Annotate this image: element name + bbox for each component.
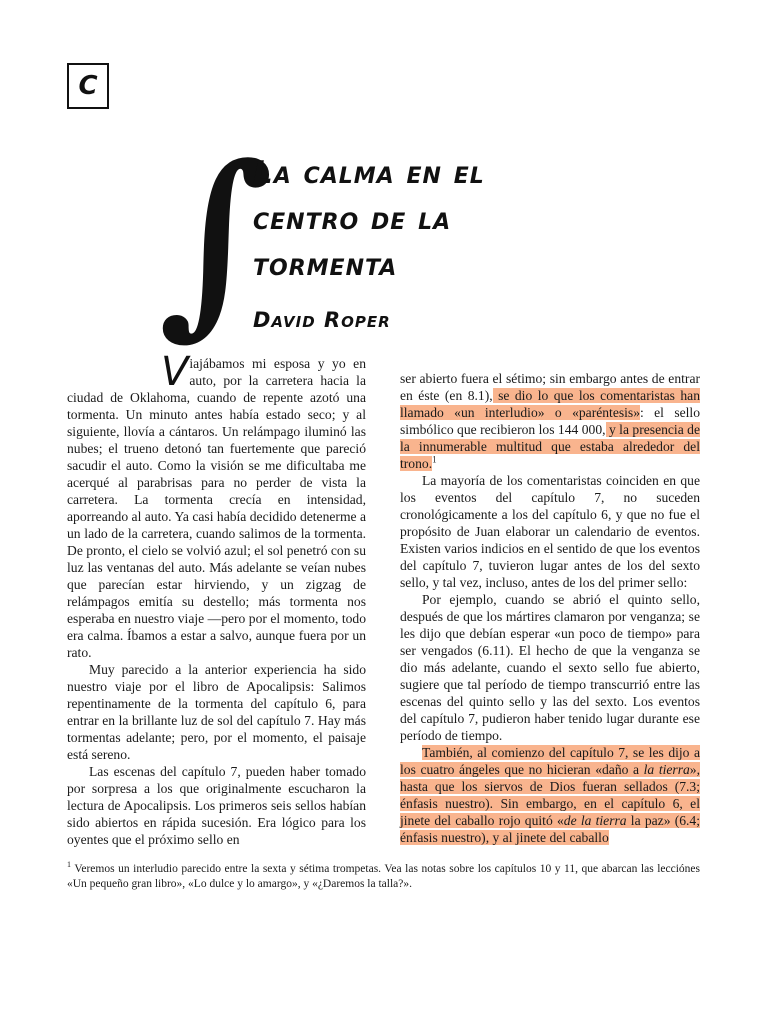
ornament-glyph: ∫ [158, 122, 274, 357]
left-column [67, 349, 366, 848]
article-title: La calma en el centro de la tormenta [253, 155, 485, 283]
highlight-multitude: y la presencia de la innumerable multitud que estaba alrededor del trono. [400, 422, 700, 471]
paragraph-1-text: iajábamos mi esposa y yo en auto, por la carretera hacia la ciudad de Oklahoma, cuando de repente azotó una tormenta. Un minuto antes había estado seco; y al siguiente, llovía a cántaros. Un relámpago iluminó las nubes; el trueno detonó tan fuertemente que pareció sacudir el auto. Como la visión se me dificultaba me acerqué al parabrisas para no perder de vista la carretera. La tormenta crecía en intensidad, aporreando al auto. Ya casi había decidido detenerme a un lado de la carretera, cuando salimos de la tormenta. De pronto, el cielo se volvió azul; el sol penetró con su luz las ventanas del auto. Más adelante se veían nubes que parecían estar hirviendo, y un zigzag de relámpagos emitía su destello; más tormenta nos esperaba en nuestro viaje —pero por el momento, todo era calma. Íbamos a estar a salvo, aunque fuera por un rato. [67, 356, 366, 660]
paragraph-1 [67, 349, 366, 661]
p7-text-a: También, al comienzo del capítulo 7, se les dijo a los cuatro ángeles que no hicieran «daño a [400, 745, 700, 777]
footnote [67, 862, 700, 892]
paragraph-4 [400, 370, 700, 472]
paragraph-7 [400, 744, 700, 846]
paragraph-5: La mayoría de los comentaristas coinciden en que los eventos del capítulo 7, no suceden cronológicamente a los del capítulo 6, y que no fue el propósito de Juan elaborar un calendario de eventos. Existen varios indicios en el sentido de que los eventos del capítulo 7, tuvieron lugar antes de los del sexto sello, y tal vez, incluso, antes de los del primer sello: [400, 473, 700, 590]
p7-text-c: la paz» (6.4; énfasis nuestro), y al jinete del caballo [400, 813, 701, 845]
p4-text-b: : el sello simbólico que recibieron los 144 000, [400, 405, 700, 437]
p7-text-b: », hasta que los siervos de Dios fueran sellados (7.3; énfasis nuestro). Sin embargo, en el capítulo 6, el jinete del caballo rojo quitó « [400, 762, 700, 828]
paragraph-3: Las escenas del capítulo 7, pueden haber tomado por sorpresa a los que originalmente escucharon la lectura de Apocalipsis. Los primeros seis sellos habían sido abiertos en rápida sucesión. Era lógico para los oyentes que el próximo sello en [67, 764, 366, 847]
section-letter-box [67, 63, 109, 109]
section-letter: C [78, 71, 98, 101]
highlight-angels [400, 745, 700, 845]
p7-italic-2: de la tierra [563, 813, 627, 828]
highlight-interlude: se dio lo que los comentaristas han llamado «un interludio» o «paréntesis» [400, 388, 701, 420]
footnote-text: Veremos un interludio parecido entre la sexta y sétima trompetas. Vea las notas sobre los capítulos 10 y 11, que abarcan las lecciónes «Un pequeño gran libro», «Lo dulce y lo amargo», y «¿Daremos la talla?». [67, 863, 700, 890]
drop-cap: V [161, 349, 189, 395]
p7-italic-1: la tierra [643, 762, 690, 777]
paragraph-6: Por ejemplo, cuando se abrió el quinto sello, después de que los mártires clamaron por venganza; se les dijo que debían esperar «un poco de tiempo» para ser vengados (6.11). El hecho de que la venganza se dio más adelante, cuando el sexto sello fue abierto, sugiere que tal período de tiempo transcurrió entre las escenas del quinto sello y las del sexto. Los eventos del capítulo 7, pudieron haber tenido lugar durante ese período de tiempo. [400, 592, 700, 743]
footnote-number: 1 [67, 860, 71, 870]
article-author: David Roper [253, 308, 391, 332]
footnote-ref[interactable]: 1 [432, 454, 437, 465]
p4-text-a: ser abierto fuera el sétimo; sin embargo antes de entrar en éste (en 8.1), [400, 371, 700, 403]
paragraph-2: Muy parecido a la anterior experiencia ha sido nuestro viaje por el libro de Apocalipsis: Salimos repentinamente de la tormenta del capítulo 6, para entrar en la brillante luz de sol del capítulo 7. Hay más tormentas adelante; pero, por el momento, el paisaje está sereno. [67, 662, 366, 762]
right-column [400, 370, 700, 846]
